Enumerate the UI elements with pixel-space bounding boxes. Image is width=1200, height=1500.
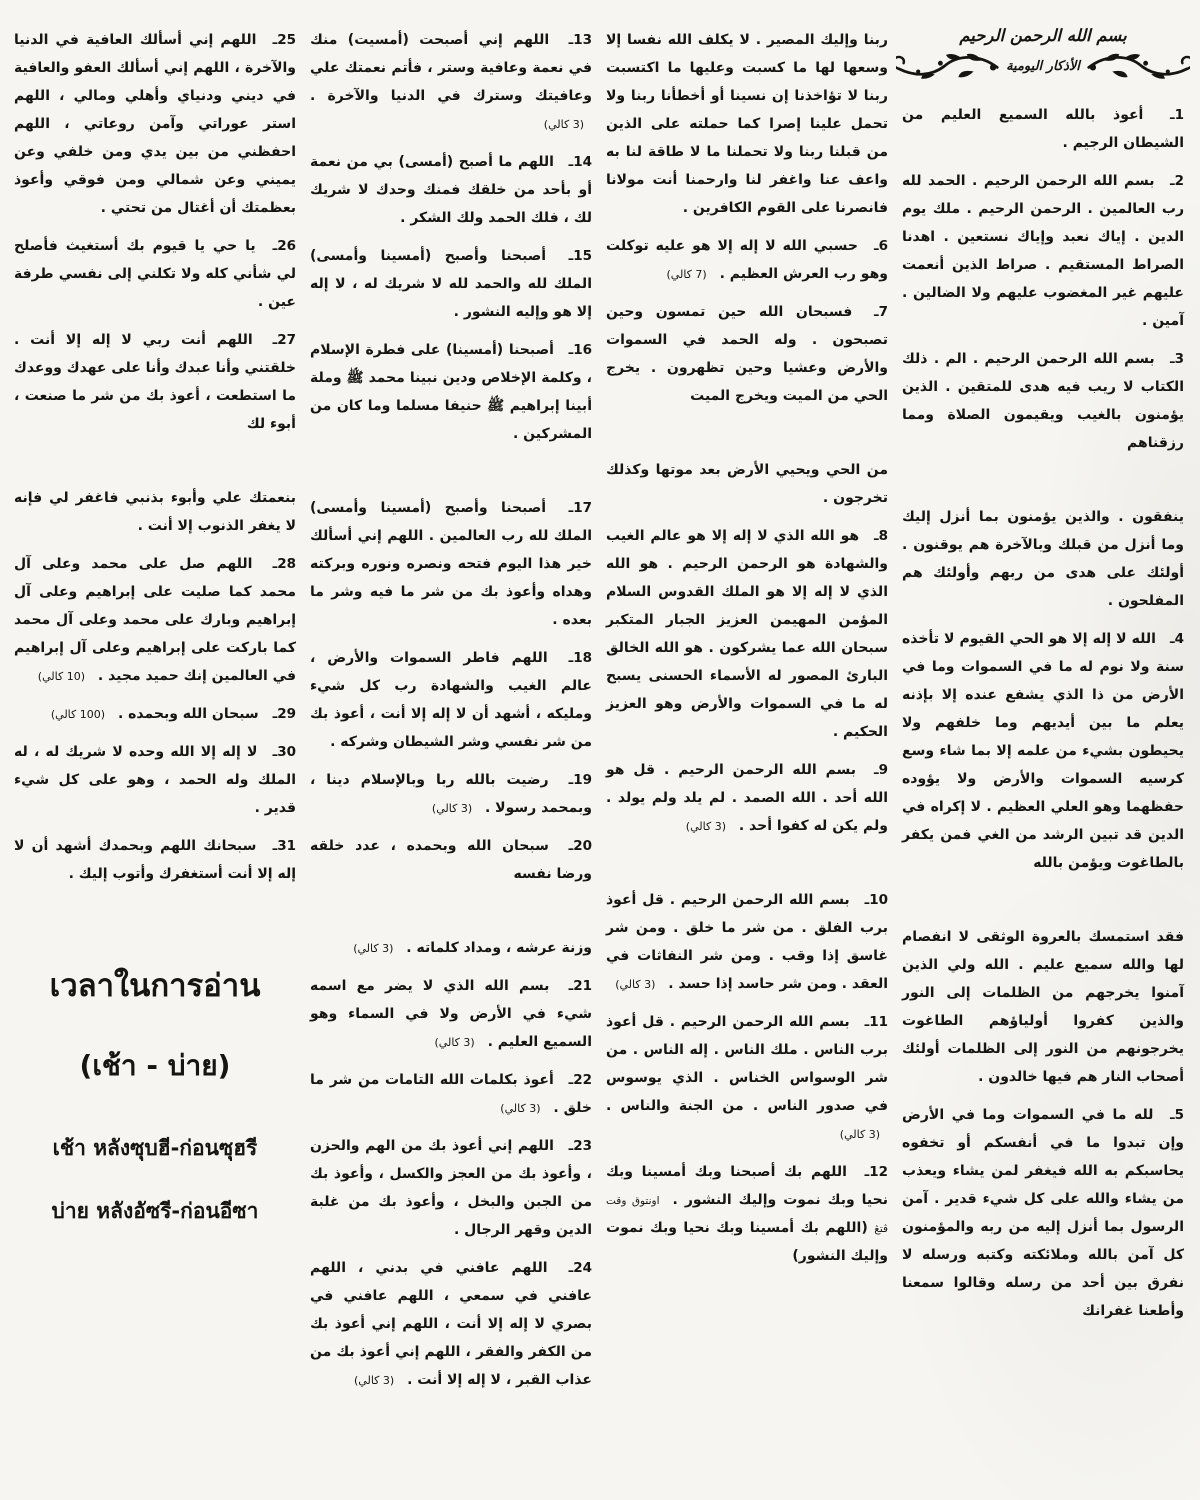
- dhikr-block: [606, 26, 888, 410]
- dhikr-item-21: [310, 972, 592, 1056]
- repeat-count-note: (3 كالي): [434, 1036, 475, 1049]
- dhikr-item-6: [606, 232, 888, 288]
- dhikr-item-15: [310, 242, 592, 326]
- item-text: اللهم عافني في بدني ، اللهم عافني في سمعي ، اللهم عافني في بصري لا إله إلا أنت ، اللهم إني أعوذ بك من الكفر والفقر ، اللهم إني أعوذ بك من عذاب القبر ، لا إله إلا أنت .: [310, 1260, 592, 1388]
- dhikr-block: [310, 934, 592, 1394]
- item-text: فقد استمسك بالعروة الوثقى لا انفصام لها والله سميع عليم . الله ولي الذين آمنوا يخرجهم من الظلمات إلى النور والذين كفروا أولياؤهم الطاغوت يخرجونهم من النور إلى الظلمات أولئك أصحاب النار هم فيها خالدون .: [902, 929, 1184, 1085]
- repeat-count-note: (3 كالي): [500, 1102, 541, 1115]
- dhikr-continuation: [14, 484, 296, 540]
- floral-ornament-icon: [896, 47, 1000, 85]
- dhikr-block: [14, 484, 296, 888]
- dhikr-continuation: [606, 456, 888, 512]
- dhikr-block: [14, 26, 296, 438]
- item-text: اللهم إني أعوذ بك من الهم والحزن ، وأعوذ بك من العجز والكسل ، وأعوذ بك من الجبن والبخل ، وأعوذ بك من غلبة الدين وقهر الرجال .: [310, 1138, 592, 1238]
- reading-time-morning: เช้า หลังซุบฮี-ก่อนซุฮรี: [52, 1136, 258, 1160]
- item-text: اللهم إني أصبحت (أمسيت) منك في نعمة وعافية وستر ، فأتم نعمتك علي وعافيتك وسترك في الدنيا والآخرة .: [310, 32, 592, 104]
- column-1-blocks: [902, 101, 1184, 1325]
- dhikr-block: [902, 503, 1184, 877]
- dhikr-item-20: [310, 832, 592, 888]
- column-4-leftmost: [14, 26, 296, 1482]
- item-text: اللهم أنت ربي لا إله إلا أنت . خلقتني وأنا عبدك وأنا على عهدك ووعدك ما استطعت ، أعوذ بك من شر ما صنعت ، أبوء لك: [14, 332, 296, 432]
- repeat-count-note: (3 كالي): [354, 1374, 395, 1387]
- dhikr-item-19: [310, 766, 592, 822]
- dhikr-item-1: [902, 101, 1184, 157]
- dhikr-continuation: [902, 923, 1184, 1091]
- page-title: الأذكار اليومية: [1006, 58, 1080, 74]
- dhikr-item-18: [310, 644, 592, 756]
- dhikr-item-3: [902, 345, 1184, 457]
- item-number: 30 ـ: [273, 739, 296, 766]
- item-number: 23 ـ: [569, 1133, 592, 1160]
- item-text: بسم الله الرحمن الرحيم . الحمد لله رب العالمين . الرحمن الرحيم . ملك يوم الدين . إياك نعبد وإياك نستعين . اهدنا الصراط المستقيم . صراط الذين أنعمت عليهم غير المغضوب عليهم ولا الضالين . آمين .: [902, 173, 1184, 329]
- item-text: بسم الله الرحمن الرحيم . قل هو الله أحد . الله الصمد . لم يلد ولم يولد . ولم يكن له كفوا أحد .: [606, 762, 888, 834]
- column-3-blocks: [310, 26, 592, 1394]
- dhikr-item-16: [310, 336, 592, 448]
- item-text: من الحي ويحيي الأرض بعد موتها وكذلك تخرجون .: [606, 462, 888, 506]
- item-number: 28 ـ: [273, 551, 296, 578]
- item-text: حسبي الله لا إله إلا هو عليه توكلت وهو رب العرش العظيم .: [606, 238, 888, 282]
- item-number: 20 ـ: [569, 833, 592, 860]
- dhikr-block: [606, 886, 888, 1270]
- dhikr-item-28: [14, 550, 296, 690]
- item-text: اللهم فاطر السموات والأرض ، عالم الغيب والشهادة رب كل شيء ومليكه ، أشهد أن لا إله إلا أنت ، أعوذ بك من شر نفسي وشر الشيطان وشركه .: [310, 650, 592, 750]
- item-text-evening: (اللهم بك أمسينا وبك نحيا وبك نموت وإليك النشور): [606, 1220, 888, 1264]
- item-text: بسم الله الرحمن الرحيم . قل أعوذ برب الناس . ملك الناس . إله الناس . من شر الوسواس الخناس . الذي يوسوس في صدور الناس . من الجنة والناس .: [606, 1014, 888, 1114]
- item-number: 18 ـ: [569, 645, 592, 672]
- item-text: فسبحان الله حين تمسون وحين تصبحون . وله الحمد في السموات والأرض وعشيا وحين تظهرون . يخرج الحي من الميت ويخرج الميت: [606, 304, 888, 404]
- item-number: 22 ـ: [569, 1067, 592, 1094]
- dhikr-block: [902, 101, 1184, 457]
- item-text: وزنة عرشه ، ومداد كلماته .: [406, 940, 592, 956]
- dhikr-block: [310, 494, 592, 888]
- item-number: 31 ـ: [273, 833, 296, 860]
- item-text: اللهم إني أسألك العافية في الدنيا والآخرة ، اللهم إني أسألك العفو والعافية في ديني ودنياي وأهلي ومالي ، اللهم استر عوراتي وآمن روعاتي ، اللهم احفظني من بين يدي ومن خلفي وعن يميني وعن شمالي ومن فوقي وأعوذ بعظمتك أن أغتال من تحتي .: [14, 32, 296, 216]
- item-number: 25 ـ: [273, 27, 296, 54]
- dhikr-item-8: [606, 522, 888, 746]
- page-header: [902, 26, 1184, 85]
- dhikr-item-5: [902, 1101, 1184, 1325]
- item-number: 13 ـ: [569, 27, 592, 54]
- dhikr-item-31: [14, 832, 296, 888]
- item-text: بسم الله الذي لا يضر مع اسمه شيء في الأرض ولا في السماء وهو السميع العليم .: [310, 978, 592, 1050]
- item-number: 17 ـ: [569, 495, 592, 522]
- item-number: 7 ـ: [874, 299, 888, 326]
- item-text: اللهم ما أصبح (أمسى) بي من نعمة أو بأحد من خلقك فمنك وحدك لا شريك لك ، فلك الحمد ولك الشكر .: [310, 154, 592, 226]
- item-text: ربنا وإليك المصير . لا يكلف الله نفسا إلا وسعها لها ما كسبت وعليها ما اكتسبت ربنا لا تؤاخذنا إن نسينا أو أخطأنا ربنا ولا تحمل علينا إصرا كما حملته على الذين من قبلنا ربنا ولا تحملنا ما لا طاقة لنا به واعف عنا واغفر لنا وارحمنا أنت مولانا فانصرنا على القوم الكافرين .: [606, 32, 888, 216]
- column-2: [606, 26, 888, 1482]
- item-text: رضيت بالله ربا وبالإسلام دينا ، وبمحمد رسولا .: [310, 772, 592, 816]
- dhikr-block: [606, 456, 888, 840]
- item-number: 11 ـ: [865, 1009, 888, 1036]
- column-2-blocks: [606, 26, 888, 1270]
- dhikr-item-26: [14, 232, 296, 316]
- item-number: 24 ـ: [569, 1255, 592, 1282]
- item-text: سبحانك اللهم وبحمدك أشهد أن لا إله إلا أنت أستغفرك وأتوب إليك .: [14, 838, 296, 882]
- item-number: 29 ـ: [273, 701, 296, 728]
- item-number: 1 ـ: [1170, 102, 1184, 129]
- dhikr-item-24: [310, 1254, 592, 1394]
- item-text: سبحان الله وبحمده ، عدد خلقه ورضا نفسه: [310, 838, 592, 882]
- repeat-count-note: (3 كالي): [615, 978, 656, 991]
- column-3: [310, 26, 592, 1482]
- item-number: 19 ـ: [569, 767, 592, 794]
- item-number: 5 ـ: [1170, 1102, 1184, 1129]
- item-text: اللهم صل على محمد وعلى آل محمد كما صليت على إبراهيم وعلى آل إبراهيم وبارك على محمد وعلى آل محمد كما باركت على إبراهيم وعلى آل إبراهيم في العالمين إنك حميد مجيد .: [14, 556, 296, 684]
- dhikr-item-30: [14, 738, 296, 822]
- item-number: 6 ـ: [874, 233, 888, 260]
- item-number: 2 ـ: [1170, 168, 1184, 195]
- item-text: أصبحنا وأصبح (أمسينا وأمسى) الملك لله رب العالمين . اللهم إني أسألك خير هذا اليوم فتحه ونصره ونوره وبركته وهداه وأعوذ بك من شر ما فيه وشر ما بعده .: [310, 500, 592, 628]
- column-1-rightmost: [902, 26, 1184, 1482]
- item-number: 14 ـ: [569, 149, 592, 176]
- item-number: 12 ـ: [865, 1159, 888, 1186]
- repeat-count-note: (10 كالي): [37, 670, 85, 683]
- column-4-blocks: [14, 26, 296, 888]
- item-number: 21 ـ: [569, 973, 592, 1000]
- item-text: سبحان الله وبحمده .: [117, 706, 259, 722]
- item-number: 4 ـ: [1170, 626, 1184, 653]
- dhikr-item-25: [14, 26, 296, 222]
- floral-ornament-icon: [1086, 47, 1190, 85]
- reading-time-heading: เวลาในการอ่าน: [49, 968, 261, 1004]
- item-text: ينفقون . والذين يؤمنون بما أنزل إليك وما أنزل من قبلك وبالآخرة هم يوقنون . أولئك على هدى من ربهم وأولئك هم المفلحون .: [902, 509, 1184, 609]
- repeat-count-note: (3 كالي): [431, 802, 473, 815]
- item-text: أصبحنا (أمسينا) على فطرة الإسلام ، وكلمة الإخلاص ودين نبينا محمد ﷺ وملة أبينا إبراهيم ﷺ حنيفا مسلما وما كان من المشركين .: [310, 342, 592, 442]
- jawi-instruction: اونتوق وقت ڤتڠ: [606, 1195, 889, 1235]
- dhikr-item-27: [14, 326, 296, 438]
- item-text: أعوذ بالله السميع العليم من الشيطان الرجيم .: [902, 107, 1184, 151]
- dhikr-item-7: [606, 298, 888, 410]
- reading-time-afternoon: บ่าย หลังอัซรี-ก่อนอีซา: [51, 1199, 259, 1223]
- reading-time-box: [14, 960, 296, 1228]
- dhikr-item-2: [902, 167, 1184, 335]
- dhikr-item-14: [310, 148, 592, 232]
- item-text: اللهم بك أصبحنا وبك أمسينا وبك نحيا وبك نموت وإليك النشور .: [606, 1164, 888, 1208]
- item-text: لله ما في السموات وما في الأرض وإن تبدوا ما في أنفسكم أو تخفوه يحاسبكم به الله فيغفر لمن يشاء ويعذب من يشاء والله على كل شيء قدير . آمن الرسول بما أنزل إليه من ربه والمؤمنون كل آمن بالله وملائكته وكتبه ورسله لا نفرق بين أحد من رسله وقالوا سمعنا وأطعنا غفرانك: [902, 1107, 1184, 1319]
- item-text: بسم الله الرحمن الرحيم . قل أعوذ برب الفلق . من شر ما خلق . ومن شر غاسق إذا وقب . ومن شر النفاثات في العقد . ومن شر حاسد إذا حسد .: [606, 892, 888, 992]
- item-text: هو الله الذي لا إله إلا هو عالم الغيب والشهادة هو الرحمن الرحيم . هو الله الذي لا إله إلا هو الملك القدوس السلام المؤمن المهيمن العزيز الجبار المتكبر سبحان الله عما يشركون . هو الله الخالق البارئ المصور له الأسماء الحسنى يسبح له ما في السموات والأرض وهو العزيز الحكيم .: [606, 528, 888, 740]
- dhikr-block: [310, 26, 592, 448]
- dhikr-item-22: [310, 1066, 592, 1122]
- item-number: 16 ـ: [569, 337, 592, 364]
- item-text: أصبحنا وأصبح (أمسينا وأمسى) الملك لله والحمد لله لا شريك له ، لا إله إلا هو وإليه النشور .: [310, 248, 592, 320]
- item-number: 26 ـ: [273, 233, 296, 260]
- item-text: بسم الله الرحمن الرحيم . الم . ذلك الكتاب لا ريب فيه هدى للمتقين . الذين يؤمنون بالغيب ويقيمون الصلاة ومما رزقناهم: [902, 351, 1184, 451]
- repeat-count-note: (7 كالي): [666, 268, 707, 281]
- item-number: 3 ـ: [1170, 346, 1184, 373]
- item-number: 15 ـ: [569, 243, 592, 270]
- dhikr-item-12: [606, 1158, 888, 1270]
- dhikr-item-13: [310, 26, 592, 138]
- dhikr-item-9: [606, 756, 888, 840]
- item-text: يا حي يا قيوم بك أستغيث فأصلح لي شأني كله ولا تكلني إلى نفسي طرفة عين .: [14, 238, 296, 310]
- reading-time-subheading: (เช้า - บ่าย): [79, 1049, 231, 1082]
- dhikr-item-11: [606, 1008, 888, 1148]
- item-text: أعوذ بكلمات الله التامات من شر ما خلق .: [310, 1072, 592, 1116]
- repeat-count-note: (3 كالي): [839, 1128, 880, 1141]
- item-number: 9 ـ: [874, 757, 888, 784]
- repeat-count-note: (3 كالي): [353, 942, 394, 955]
- ornament-band: [902, 47, 1184, 85]
- dhikr-continuation: [310, 934, 592, 962]
- item-text: لا إله إلا الله وحده لا شريك له ، له الملك وله الحمد ، وهو على كل شيء قدير .: [14, 744, 296, 816]
- repeat-count-note: (100 كالي): [50, 708, 106, 721]
- bismillah-calligraphy: بسم الله الرحمن الرحيم: [959, 26, 1127, 45]
- dhikr-continuation: [606, 26, 888, 222]
- item-text: بنعمتك علي وأبوء بذنبي فاغفر لي فإنه لا يغفر الذنوب إلا أنت .: [14, 490, 296, 534]
- item-number: 10 ـ: [865, 887, 888, 914]
- item-number: 8 ـ: [874, 523, 888, 550]
- repeat-count-note: (3 كالي): [685, 820, 726, 833]
- dhikr-continuation: [902, 503, 1184, 615]
- dhikr-item-23: [310, 1132, 592, 1244]
- dhikr-item-4: [902, 625, 1184, 877]
- dhikr-item-10: [606, 886, 888, 998]
- item-number: 27 ـ: [273, 327, 296, 354]
- dhikr-block: [902, 923, 1184, 1325]
- item-text: الله لا إله إلا هو الحي القيوم لا تأخذه سنة ولا نوم له ما في السموات وما في الأرض من ذا الذي يشفع عنده إلا بإذنه يعلم ما بين أيديهم وما خلفهم ولا يحيطون بشيء من علمه إلا بما شاء وسع كرسيه السموات والأرض ولا يؤوده حفظهما وهو العلي العظيم . لا إكراه في الدين قد تبين الرشد من الغي فمن يكفر بالطاغوت ويؤمن بالله: [902, 631, 1184, 871]
- dhikr-item-29: [14, 700, 296, 728]
- dhikr-item-17: [310, 494, 592, 634]
- repeat-count-note: (3 كالي): [543, 118, 584, 131]
